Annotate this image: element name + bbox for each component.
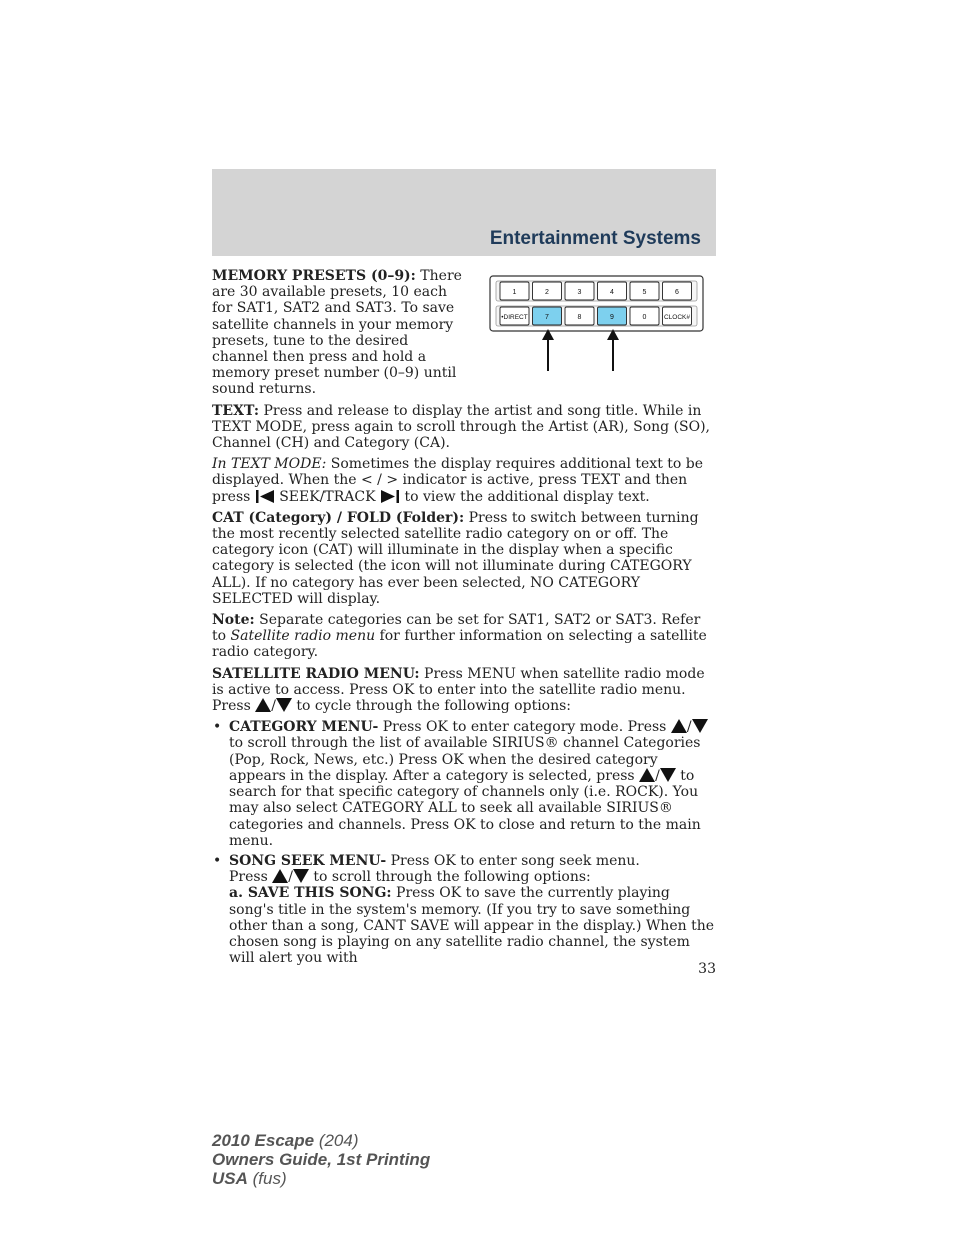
options-list: [212, 719, 716, 966]
preset-button-label: 9: [610, 314, 614, 321]
preset-button-label: 6: [675, 289, 679, 296]
song-seek-menu-item: • SONG SEEK MENU- Press OK to enter song seek menu. Press / to scroll through the following options: a. SAVE THIS SONG: Press OK to save the currently playing song's title in the system's memory. (If you try to save something other than a song, CANT SAVE will appear in the display.) When the chosen song is playing on any satellite radio channel, the system will alert you with: [212, 853, 716, 966]
arrow-down-icon: [660, 768, 676, 782]
seek-back-icon: [255, 489, 275, 504]
arrow-down-icon: [692, 719, 708, 733]
arrow-down-icon: [293, 869, 309, 883]
preset-button-label: 5: [642, 289, 647, 296]
preset-button-label: 3: [577, 289, 582, 296]
preset-button-label: 0: [642, 314, 647, 321]
section-title: Entertainment Systems: [489, 228, 701, 249]
text-mode-paragraph: In TEXT MODE: Sometimes the display requires additional text to be displayed. When the < / > indicator is active, press TEXT and then press SEEK/TRACK to view the additional display text.: [212, 456, 704, 505]
cat-paragraph: CAT (Category) / FOLD (Folder): Press to switch between turning the most recently selected satellite radio category on or off. The category icon (CAT) will illuminate in the display when a specific category is selected (the icon will not illuminate during CATEGORY ALL). If no category has ever been selected, NO CATEGORY SELECTED will display.: [212, 509, 699, 607]
preset-button-label: 1: [512, 289, 517, 296]
arrow-up-icon: [639, 768, 655, 782]
preset-button-label: 8: [577, 314, 582, 321]
arrow-down-icon: [276, 698, 292, 712]
preset-button-label: 2: [545, 289, 549, 296]
arrow-up-icon: [671, 719, 687, 733]
arrow-up-icon: [272, 869, 288, 883]
preset-button-label: 4: [610, 289, 614, 296]
section-header: [212, 169, 716, 256]
arrow-up-icon: [255, 698, 271, 712]
seek-forward-icon: [380, 489, 400, 504]
satellite-radio-menu-reference: Satellite radio menu: [230, 628, 376, 645]
page-number: 33: [698, 961, 716, 977]
text-paragraph: TEXT: Press and release to display the artist and song title. While in TEXT MODE, press again to scroll through the Artist (AR), Song (SO), Channel (CH) and Category (CA).: [212, 402, 711, 452]
category-menu-item: • CATEGORY MENU- Press OK to enter category mode. Press / to scroll through the list of available SIRIUS® channel Categories (Pop, Rock, News, etc.) Press OK when the desired category appears in the display. After a category is selected, press / to search for that specific category of channels only (i.e. ROCK). You may also select CATEGORY ALL to seek all available SIRIUS® categories and channels. Press OK to close and return to the main menu.: [212, 719, 716, 849]
memory-presets-paragraph: MEMORY PRESETS (0–9): There are 30 available presets, 10 each for SAT1, SAT2 and SAT3. To save satellite channels in your memory presets, tune to the desired channel then press and hold a memory preset number (0–9) until sound returns.: [212, 268, 462, 398]
preset-button-label: •DIRECT: [501, 314, 528, 321]
preset-button-label: CLOCK#: [663, 314, 691, 321]
satellite-radio-menu-paragraph: SATELLITE RADIO MENU: Press MENU when satellite radio mode is active to access. Press OK to enter into the satellite radio menu. Press / to cycle through the following options:: [212, 665, 705, 715]
page-content: [212, 268, 716, 970]
preset-button-label: 7: [545, 314, 549, 321]
footer: 2010 Escape (204) Owners Guide, 1st Printing USA (fus): [212, 1131, 431, 1188]
note-paragraph: Note: Separate categories can be set for SAT1, SAT2 or SAT3. Refer to Satellite radio menu for further information on selecting a satellite radio category.: [212, 612, 707, 661]
